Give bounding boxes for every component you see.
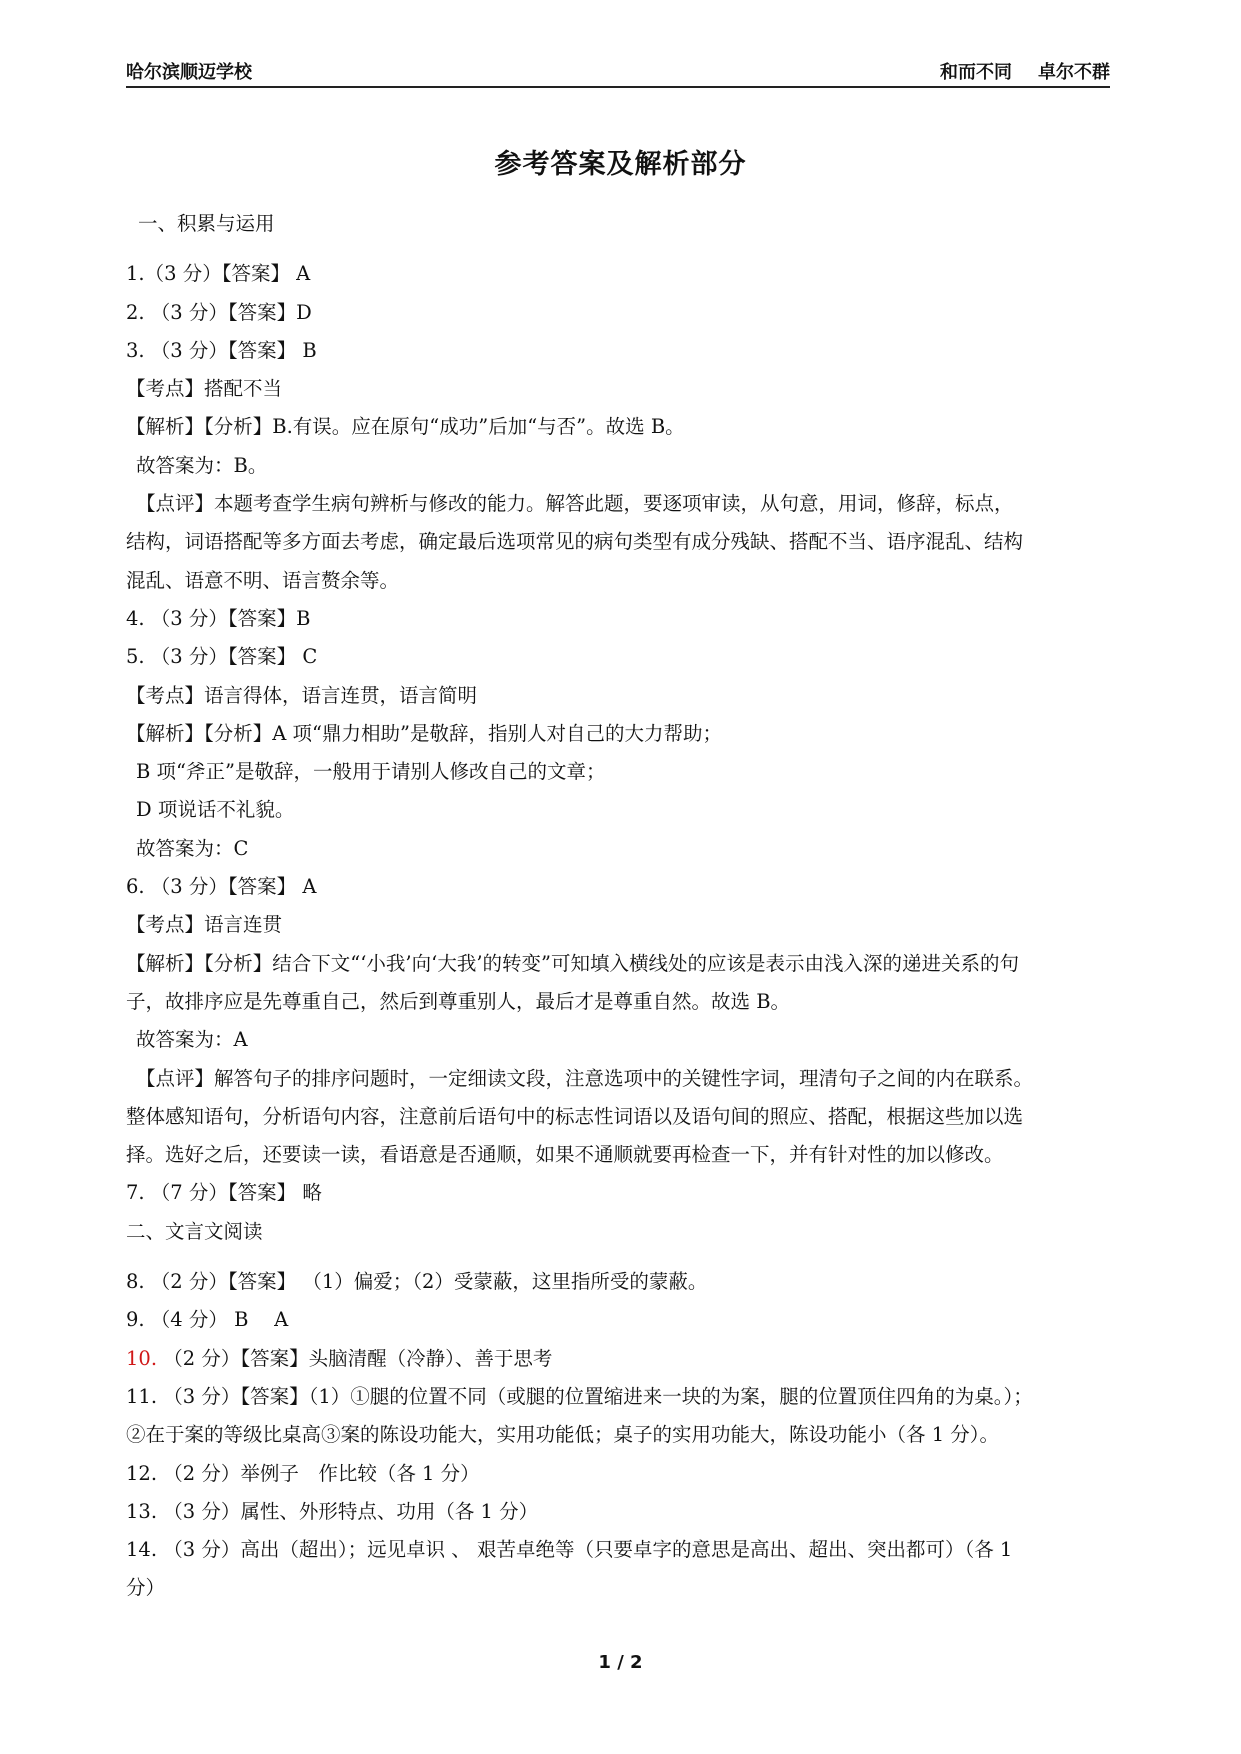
line-text: 3. （3 分）【答案】 B [126,338,317,362]
line-text: 故答案为：A [136,1028,248,1052]
line-text: 【解析】【分析】A 项“鼎力相助”是敬辞，指别人对自己的大力帮助； [126,721,722,745]
line-text: D 项说话不礼貌。 [136,798,295,822]
line-text: 择。选好之后，还要读一读，看语意是否通顺，如果不通顺就要再检查一下，并有针对性的加以修改。 [126,1143,1004,1167]
line-text: B 项“斧正”是敬辞，一般用于请别人修改自己的文章； [136,760,606,784]
line-text: 7. （7 分）【答案】 略 [126,1181,322,1205]
text-line [126,523,1110,561]
line-text: 混乱、语意不明、语言赘余等。 [126,568,400,592]
line-text: 6. （3 分）【答案】 A [126,875,317,899]
line-text: 2. （3 分）【答案】D [126,300,312,324]
line-text: （2 分）【答案】头脑清醒（冷静）、善于思考 [163,1346,553,1370]
text-line [126,1493,1110,1531]
text-line [126,205,1110,243]
text-line [126,332,1110,370]
text-line [126,1301,1110,1339]
line-text: 结构，词语搭配等多方面去考虑，确定最后选项常见的病句类型有成分残缺、搭配不当、语序混乱、结构 [126,530,1024,554]
line-text: 故答案为：B。 [136,453,268,477]
text-line [126,868,1110,906]
text-line [126,1213,1110,1251]
text-line [126,1569,1110,1607]
text-line [126,753,1110,791]
document-title: 参考答案及解析部分 [494,149,747,180]
text-line [126,1021,1110,1059]
text-line [126,638,1110,676]
text-line [126,1060,1110,1098]
text-line [126,1455,1110,1493]
line-text: 9. （4 分） B A [126,1308,289,1332]
text-line [126,945,1110,983]
text-line [126,447,1110,485]
line-text: 【解析】【分析】结合下文“‘小我’向‘大我’的转变”可知填入横线处的应该是表示由浅入深的递进关系的句 [126,951,1019,975]
line-text: 分） [126,1576,166,1600]
line-text: 5. （3 分）【答案】 C [126,645,318,669]
line-text: 【考点】搭配不当 [126,377,283,401]
line-text: 二、文言文阅读 [126,1219,263,1243]
motto-part-1: 和而不同 [940,62,1012,83]
text-line [126,830,1110,868]
line-text: 12. （2 分）举例子 作比较（各 1 分） [126,1461,480,1485]
line-text: 14. （3 分）高出（超出）；远见卓识 、 艰苦卓绝等（只要卓字的意思是高出、超出、突出都可）（各 1 [126,1538,1013,1562]
line-text: 11. （3 分）【答案】（1）①腿的位置不同（或腿的位置缩进来一块的为案，腿的位置顶住四角的为桌。）； [126,1384,1033,1408]
school-name: 哈尔滨顺迈学校 [126,62,252,83]
text-line [126,1263,1110,1301]
line-gap [126,243,1110,255]
line-text: 【考点】语言连贯 [126,913,283,937]
line-text: 【点评】解答句子的排序问题时，一定细读文段，注意选项中的关键性字词，理清句子之间的内在联系。 [136,1066,1034,1090]
line-text: 13. （3 分）属性、外形特点、功用（各 1 分） [126,1499,539,1523]
text-line [126,1531,1110,1569]
text-line [126,715,1110,753]
motto-part-2: 卓尔不群 [1038,62,1110,83]
line-text: 【考点】语言得体，语言连贯，语言简明 [126,683,478,707]
text-line [126,677,1110,715]
line-text: 8. （2 分）【答案】 （1）偏爱；（2）受蒙蔽，这里指所受的蒙蔽。 [126,1270,708,1294]
text-line [126,791,1110,829]
line-text: 整体感知语句，分析语句内容，注意前后语句中的标志性词语以及语句间的照应、搭配，根据这些加以选 [126,1104,1024,1128]
text-line [126,1136,1110,1174]
text-line [126,562,1110,600]
text-line [126,1340,1110,1378]
line-text: 子，故排序应是先尊重自己，然后到尊重别人，最后才是尊重自然。故选 B。 [126,989,791,1013]
text-line [126,906,1110,944]
page-number: 1 / 2 [598,1652,643,1673]
line-text: 【解析】【分析】B.有误。应在原句“成功”后加“与否”。故选 B。 [126,415,685,439]
line-gap [126,1251,1110,1263]
text-line [126,1416,1110,1454]
page-header [126,52,1110,88]
text-line [126,255,1110,293]
line-text: ②在于案的等级比桌高③案的陈设功能大，实用功能低；桌子的实用功能大，陈设功能小（各 1 分）。 [126,1423,1000,1447]
text-line [126,1378,1110,1416]
text-line [126,370,1110,408]
text-line [126,408,1110,446]
line-text: 一、积累与运用 [138,212,275,235]
text-line [126,600,1110,638]
line-text: 1.（3 分）【答案】 A [126,262,311,286]
question-number: 10. [126,1346,164,1370]
line-text: 4. （3 分）【答案】B [126,606,311,630]
text-line [126,485,1110,523]
text-line [126,1098,1110,1136]
text-line [126,294,1110,332]
answer-content [126,205,1110,1608]
text-line [126,983,1110,1021]
line-text: 故答案为：C [136,836,249,860]
school-motto [914,58,1110,84]
text-line [126,1174,1110,1212]
line-text: 【点评】本题考查学生病句辨析与修改的能力。解答此题，要逐项审读，从句意，用词，修辞，标点， [136,492,1014,516]
